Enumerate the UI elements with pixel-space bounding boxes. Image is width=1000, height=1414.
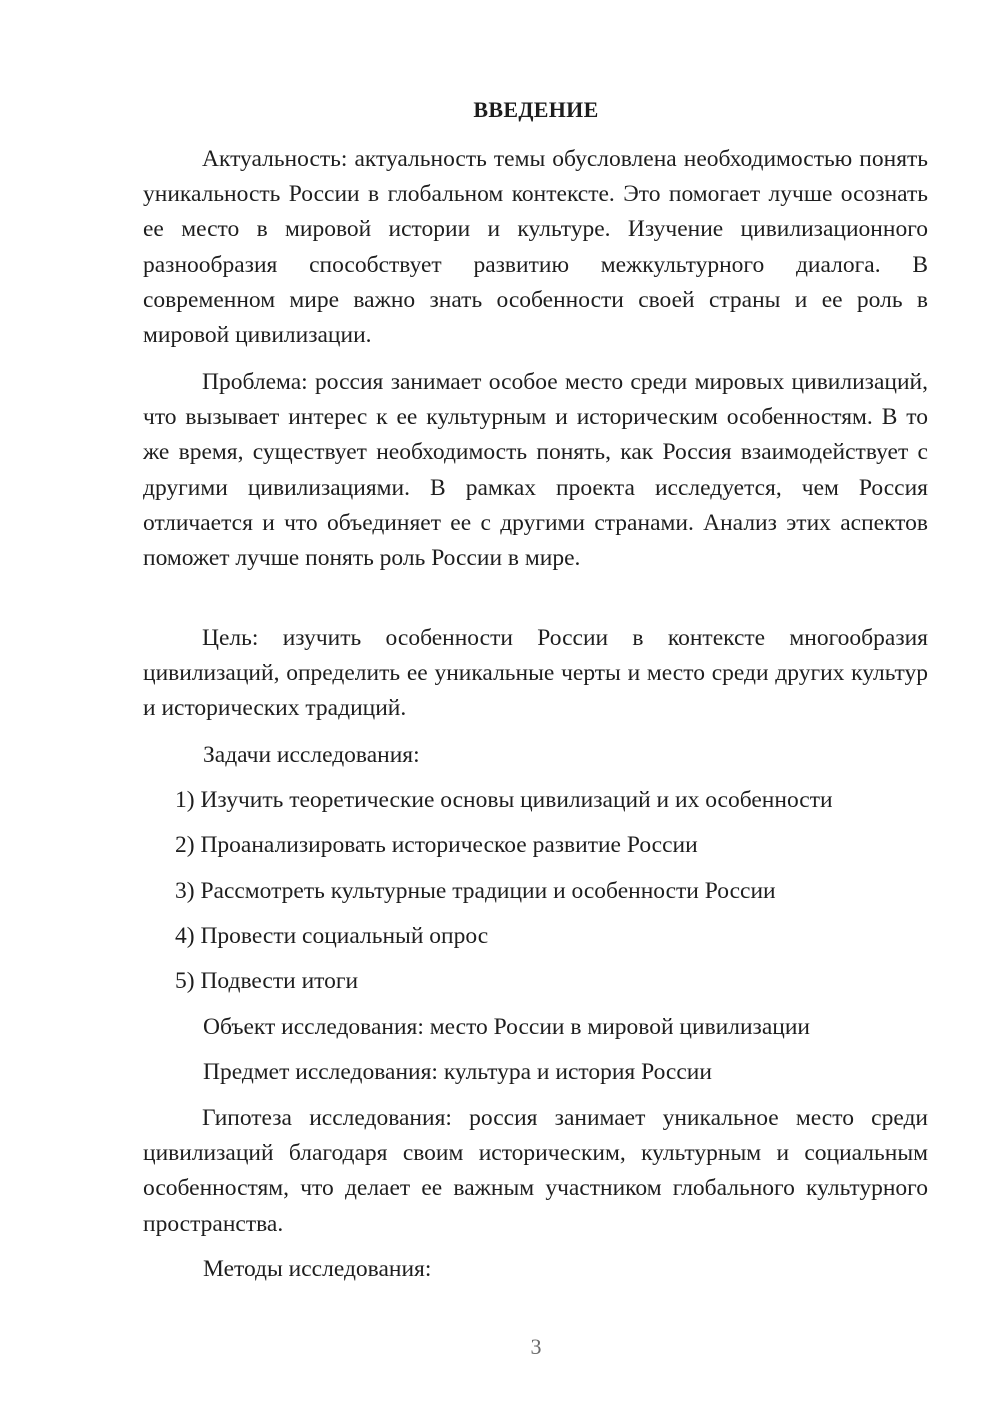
task-item-2: 2) Проанализировать историческое развитие России xyxy=(175,832,698,858)
tasks-title: Задачи исследования: xyxy=(203,742,420,768)
page-number: 3 xyxy=(530,1334,542,1359)
methods-title: Методы исследования: xyxy=(203,1256,432,1282)
task-item-4: 4) Провести социальный опрос xyxy=(175,923,489,949)
relevance-paragraph: Актуальность: актуальность темы обусловлена необходимостью понять уникальность России в глобальном контексте. Это помогает лучше осознать ее место в мировой истории и культуре. Изучение цивилизационного разнообразия способствует развитию межкультурного диалога. В современном мире важно знать особенности своей страны и ее роль в мировой цивилизации. xyxy=(143,146,928,349)
goal-paragraph: Цель: изучить особенности России в контексте многообразия цивилизаций, определить ее уникальные черты и место среди других культур и исторических традиций. xyxy=(143,625,928,722)
task-item-3: 3) Рассмотреть культурные традиции и особенности России xyxy=(175,878,776,904)
task-item-5: 5) Подвести итоги xyxy=(175,968,359,994)
section-heading: ВВЕДЕНИЕ xyxy=(473,97,599,122)
problem-paragraph: Проблема: россия занимает особое место среди мировых цивилизаций, что вызывает интерес к ее культурным и историческим особенностям. В то же время, существует необходимость понять, как Россия взаимодействует с другими цивилизациями. В рамках проекта исследуется, чем Россия отличается и что объединяет ее с другими странами. Анализ этих аспектов поможет лучше понять роль России в мире. xyxy=(143,369,928,572)
research-object: Объект исследования: место России в мировой цивилизации xyxy=(203,1014,810,1040)
hypothesis-paragraph: Гипотеза исследования: россия занимает уникальное место среди цивилизаций благодаря своим историческим, культурным и социальным особенностям, что делает ее важным участником глобального культурного пространства. xyxy=(143,1105,928,1237)
task-item-1: 1) Изучить теоретические основы цивилизаций и их особенности xyxy=(175,787,833,813)
research-subject: Предмет исследования: культура и история России xyxy=(203,1059,712,1085)
